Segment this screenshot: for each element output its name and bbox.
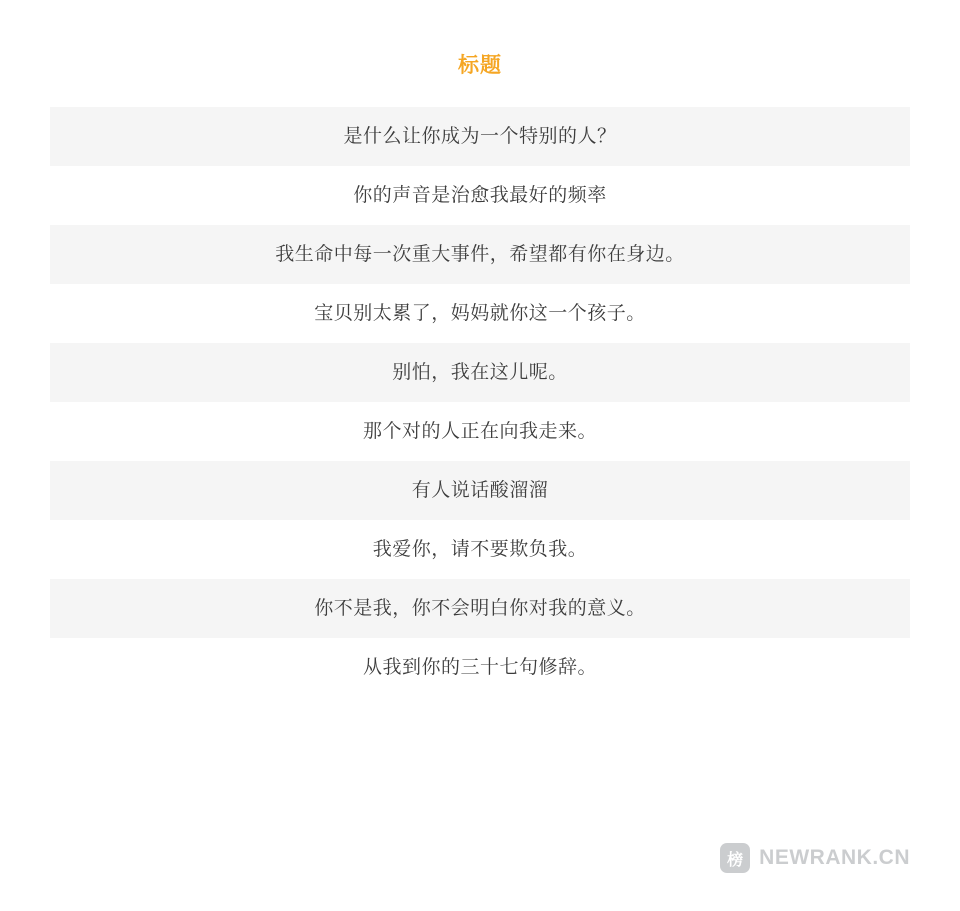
list-item (50, 638, 910, 697)
list-item-text: 那个对的人正在向我走来。 (362, 421, 597, 442)
list-item (50, 166, 910, 225)
list-item-text: 是什么让你成为一个特别的人？ (343, 126, 617, 147)
watermark-text: NEWRANK.CN (759, 846, 910, 869)
list-item-text: 你不是我，你不会明白你对我的意义。 (314, 598, 646, 619)
list-item-text: 你的声音是治愈我最好的频率 (353, 185, 607, 206)
list-item (50, 461, 910, 520)
list-item-text: 从我到你的三十七句修辞。 (362, 657, 597, 678)
list-item-text: 有人说话酸溜溜 (411, 480, 549, 501)
quote-list (0, 107, 960, 697)
list-item (50, 402, 910, 461)
list-item (50, 225, 910, 284)
list-item (50, 284, 910, 343)
watermark (720, 843, 910, 873)
list-item (50, 107, 910, 166)
list-item-text: 我生命中每一次重大事件，希望都有你在身边。 (275, 244, 685, 265)
list-item-text: 宝贝别太累了，妈妈就你这一个孩子。 (314, 303, 646, 324)
list-item-text: 别怕，我在这儿呢。 (392, 362, 568, 383)
page-title: 标题 (458, 54, 502, 77)
list-item (50, 520, 910, 579)
newrank-logo-icon: 榜 (720, 843, 750, 873)
list-item-text: 我爱你，请不要欺负我。 (372, 539, 588, 560)
list-item (50, 343, 910, 402)
list-item (50, 579, 910, 638)
